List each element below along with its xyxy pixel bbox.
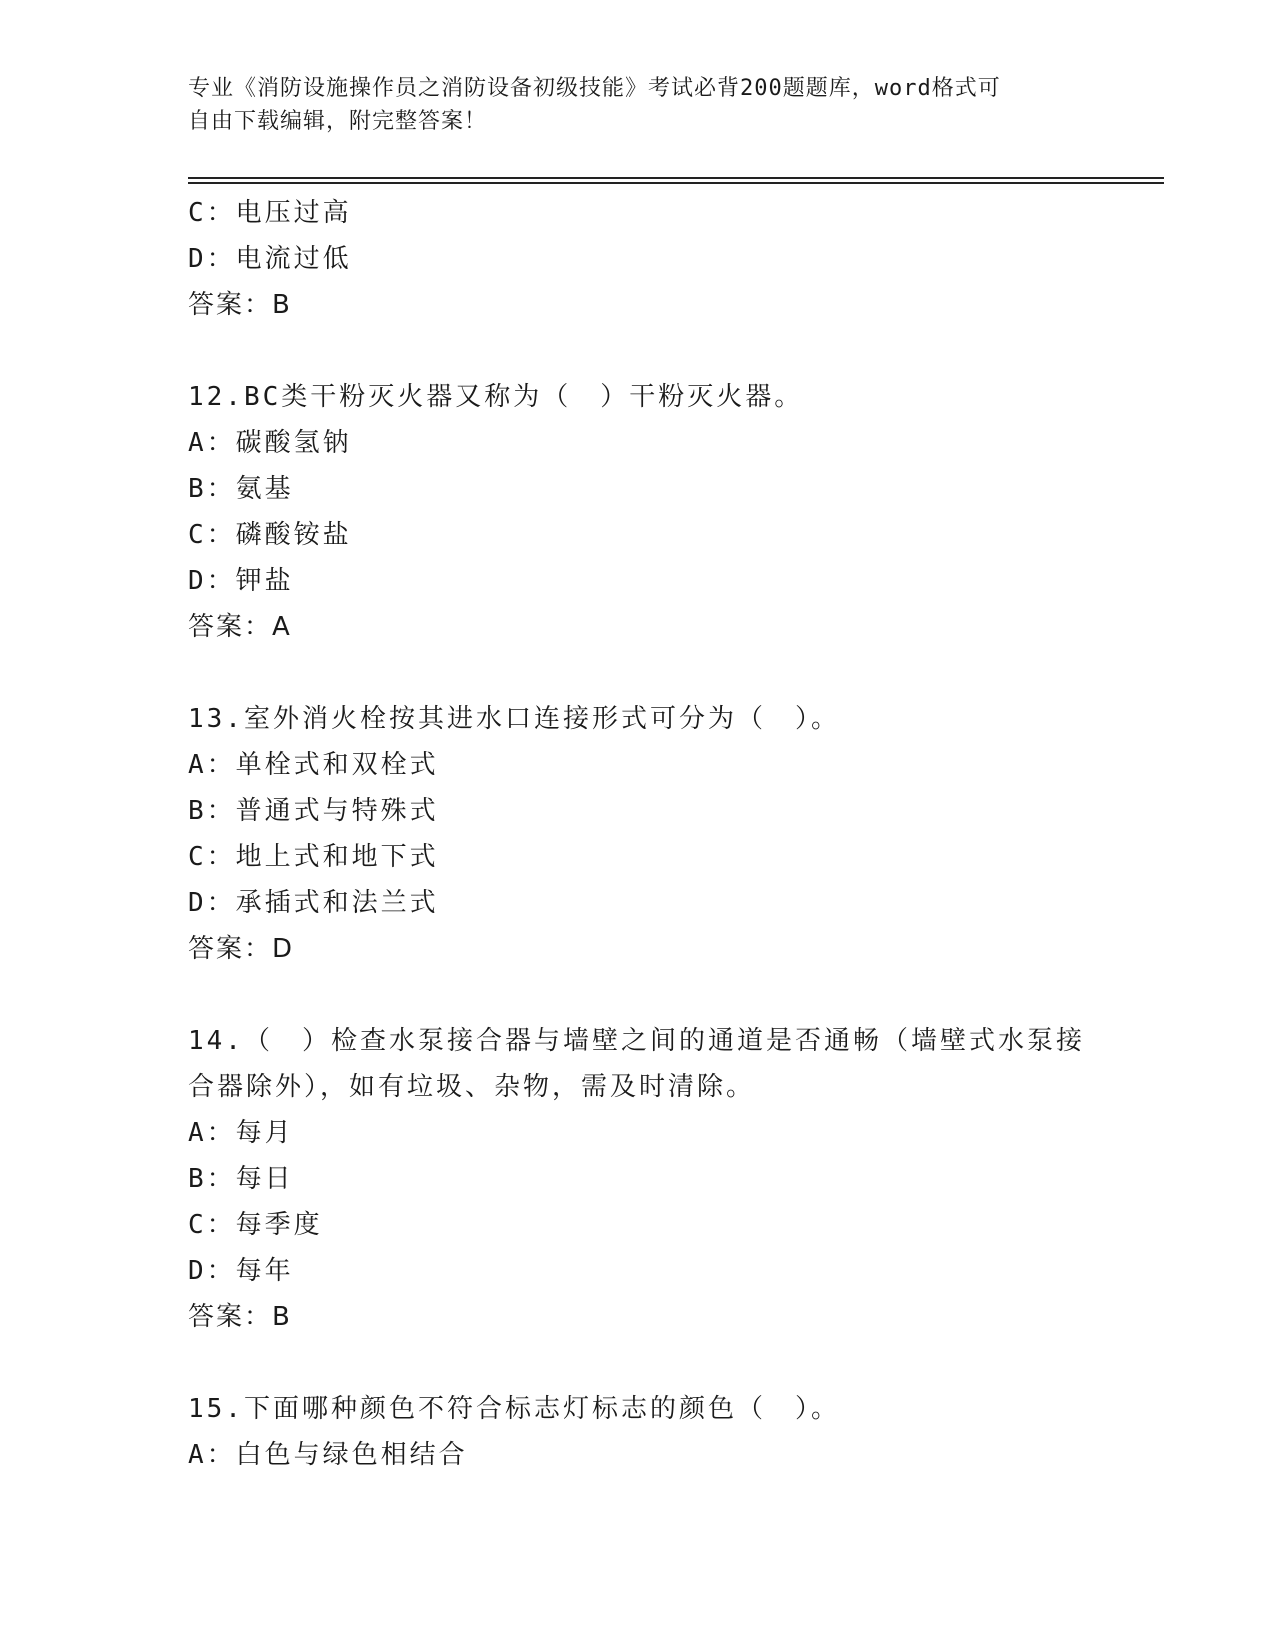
option-a: A：单栓式和双栓式 [188,750,439,780]
option-c: C：磷酸铵盐 [188,520,352,550]
option-a: A：白色与绿色相结合 [188,1440,468,1470]
answer-line: 答案：D [188,934,295,964]
question-14 [188,1018,1088,1340]
answer-line: 答案：A [188,612,292,642]
option-c: C：每季度 [188,1210,323,1240]
option-a: A：每月 [188,1118,294,1148]
header-divider-bottom [188,182,1164,184]
question-stem-line-1: 14.（ ）检查水泵接合器与墙壁之间的通道是否通畅（墙壁式水泵接 [188,1026,1085,1056]
document-header [188,72,1068,138]
option-c: C：电压过高 [188,198,352,228]
spacer [188,328,1088,374]
question-stem: 12.BC类干粉灭火器又称为（ ）干粉灭火器。 [188,382,804,412]
option-a: A：碳酸氢钠 [188,428,352,458]
question-11-continued [188,190,1088,328]
question-list [188,190,1088,1478]
option-c: C：地上式和地下式 [188,842,439,872]
question-stem: 13.室外消火栓按其进水口连接形式可分为（ ）。 [188,704,840,734]
header-divider-top [188,177,1164,179]
answer-line: 答案：B [188,290,292,320]
question-15 [188,1386,1088,1478]
option-b: B：普通式与特殊式 [188,796,439,826]
spacer [188,650,1088,696]
spacer [188,1340,1088,1386]
question-stem: 15.下面哪种颜色不符合标志灯标志的颜色（ ）。 [188,1394,840,1424]
spacer [188,972,1088,1018]
question-12 [188,374,1088,650]
option-d: D：钾盐 [188,566,294,596]
option-b: B：氨基 [188,474,294,504]
header-line-1: 专业《消防设施操作员之消防设备初级技能》考试必背200题题库，word格式可 [188,76,1001,101]
option-b: B：每日 [188,1164,294,1194]
option-d: D：电流过低 [188,244,352,274]
question-13 [188,696,1088,972]
question-stem-line-2: 合器除外），如有垃圾、杂物，需及时清除。 [188,1072,756,1102]
answer-line: 答案：B [188,1302,292,1332]
header-line-2: 自由下载编辑，附完整答案！ [188,109,488,134]
option-d: D：承插式和法兰式 [188,888,439,918]
option-d: D：每年 [188,1256,294,1286]
